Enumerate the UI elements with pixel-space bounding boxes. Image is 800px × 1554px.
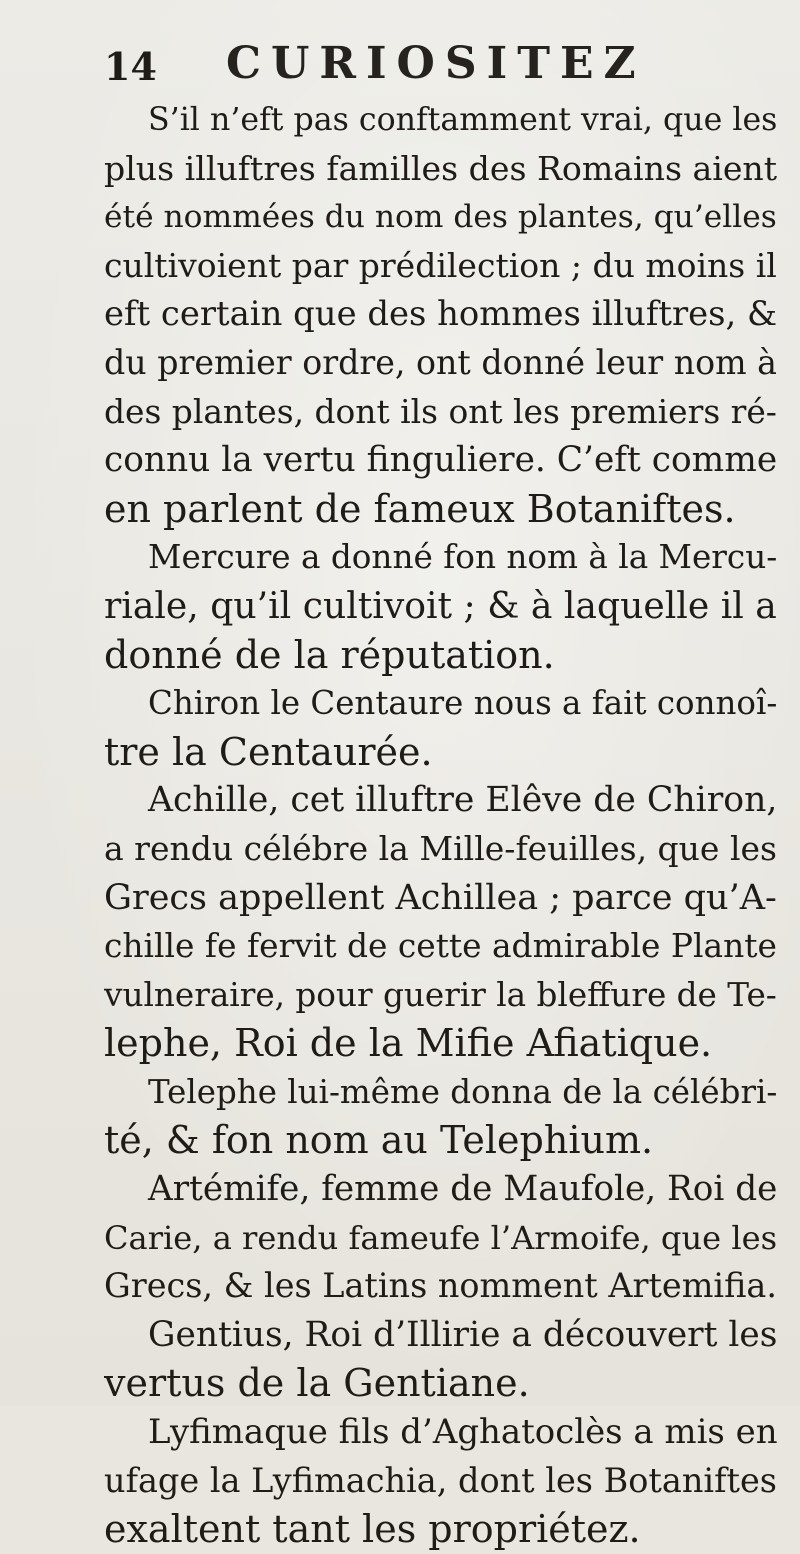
text-line-content: Achille, cet illuftre Elêve de Chiron,: [148, 780, 778, 821]
text-line: [104, 242, 784, 291]
text-line-content: vertus de la Gentiane.: [104, 1361, 530, 1406]
text-line: [104, 436, 784, 485]
text-line: [104, 971, 784, 1020]
running-head: CURIOSITEZ: [226, 38, 646, 89]
text-line: [104, 1457, 784, 1506]
text-line-content: lephe, Roi de la Mifie Afiatique.: [104, 1021, 713, 1066]
text-line: [104, 631, 784, 680]
text-line-content: exaltent tant les propriétez.: [104, 1507, 641, 1552]
text-line: [104, 533, 784, 582]
text-line: [104, 922, 784, 971]
text-line-content: Grecs appellent Achillea ; parce qu’A-: [104, 876, 777, 918]
text-line: [104, 776, 784, 825]
text-line-content: tre la Centaurée.: [104, 729, 433, 774]
text-line-content: riale, qu’il cultivoit ; & à laquelle il a: [104, 583, 777, 627]
text-line-content: connu la vertu finguliere. C’eft comme: [104, 440, 778, 481]
text-line: [104, 96, 784, 145]
text-line-content: plus illuftres familles des Romains aient: [104, 148, 778, 188]
text-line: [104, 193, 784, 242]
text-line-content: Grecs, & les Latins nomment Artemifia.: [104, 1266, 777, 1306]
text-line: [104, 1262, 784, 1311]
text-line-content: Artémife, femme de Maufole, Roi de: [148, 1169, 778, 1210]
text-line: [104, 1214, 784, 1263]
text-line-content: a rendu célébre la Mille-feuilles, que les: [104, 828, 777, 868]
text-line-content: du premier ordre, ont donné leur nom à: [104, 342, 777, 382]
text-line-content: Gentius, Roi d’Illirie a découvert les: [148, 1314, 778, 1355]
text-line: [104, 339, 784, 388]
text-line-content: S’il n’eft pas conftamment vrai, que les: [148, 102, 778, 138]
text-line: [104, 1505, 784, 1554]
text-line-content: Telephe lui-même donna de la célébri-: [148, 1072, 778, 1111]
text-line: [104, 1408, 784, 1457]
text-line: [104, 874, 784, 923]
text-line-content: eft certain que des hommes illuftres, &: [104, 294, 778, 334]
text-line: [104, 825, 784, 874]
text-line: [104, 1068, 784, 1117]
text-line-content: Mercure a donné fon nom à la Mercu-: [148, 538, 778, 577]
text-line: [104, 145, 784, 194]
text-line: [104, 1359, 784, 1408]
text-line: [104, 1311, 784, 1360]
text-line: [104, 679, 784, 728]
text-line-content: donné de la réputation.: [104, 632, 555, 677]
body-text: [104, 96, 784, 1554]
text-line-content: vulneraire, pour guerir la bleffure de Te-: [104, 975, 777, 1014]
text-line-content: Carie, a rendu fameufe l’Armoife, que les: [104, 1218, 778, 1257]
page-number: 14: [104, 44, 157, 89]
text-line: [104, 388, 784, 437]
text-line-content: des plantes, dont ils ont les premiers ré-: [104, 391, 777, 431]
text-line-content: ufage la Lyfimachia, dont les Botaniftes: [104, 1460, 777, 1500]
text-line-content: chille fe fervit de cette admirable Plante: [104, 927, 777, 966]
text-line: [104, 582, 784, 631]
text-line-content: cultivoient par prédilection ; du moins il: [104, 245, 777, 285]
text-line-content: té, & fon nom au Telephium.: [104, 1118, 654, 1163]
text-line: [104, 290, 784, 339]
page-header: [104, 38, 784, 94]
text-line-content: Chiron le Centaure nous a fait connoî-: [148, 684, 778, 723]
text-line-content: été nommées du nom des plantes, qu’elles: [104, 199, 777, 236]
text-line: [104, 1116, 784, 1165]
text-line-content: Lyfimaque fils d’Aghatoclès a mis en: [148, 1412, 778, 1453]
text-line: [104, 1165, 784, 1214]
text-line: [104, 728, 784, 777]
text-line-content: en parlent de fameux Botaniftes.: [104, 486, 736, 531]
text-line: [104, 485, 784, 534]
text-line: [104, 1019, 784, 1068]
